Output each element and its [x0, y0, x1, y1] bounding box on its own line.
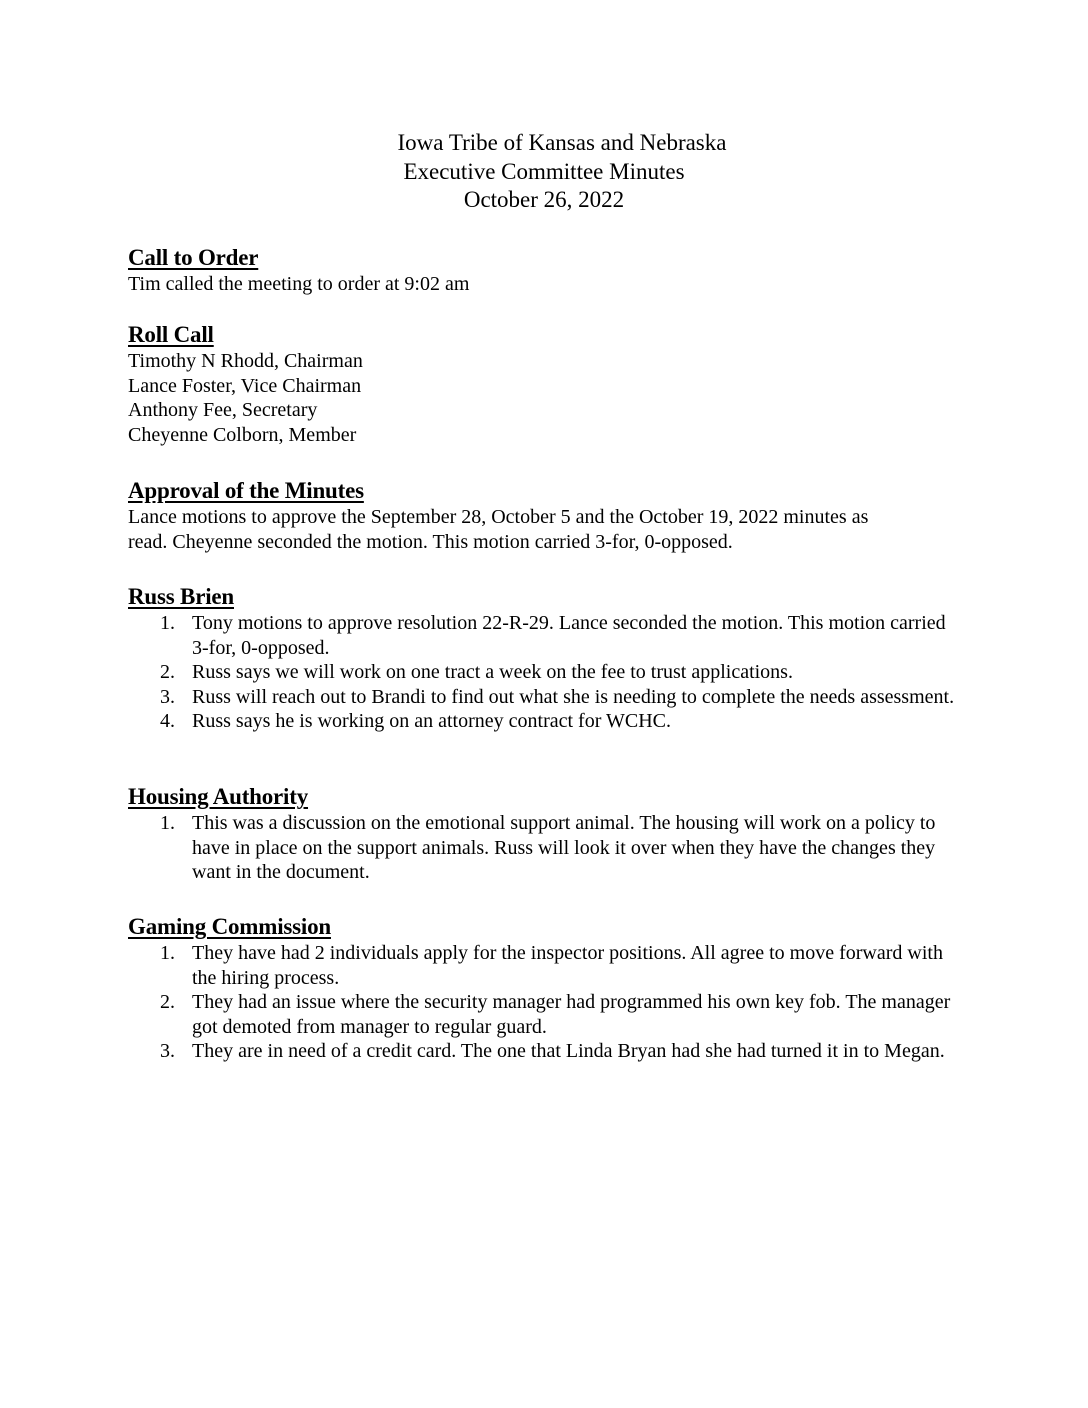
- list-number: 1.: [160, 812, 175, 834]
- roll-call-member: Lance Foster, Vice Chairman: [128, 374, 362, 397]
- section-text-line: read. Cheyenne seconded the motion. This motion carried 3-for, 0-opposed.: [128, 530, 733, 553]
- document-header: [0, 129, 1088, 215]
- list-text: Tony motions to approve resolution 22-R-29. Lance seconded the motion. This motion carried 3-for, 0-opposed.: [192, 612, 946, 659]
- section-call-to-order: [128, 244, 958, 297]
- list-number: 1.: [160, 612, 175, 634]
- roll-call-member: Cheyenne Colborn, Member: [128, 423, 357, 446]
- section-housing-authority: [128, 783, 958, 885]
- section-text-line: Lance motions to approve the September 28, October 5 and the October 19, 2022 minutes as: [128, 506, 869, 528]
- section-heading: Call to Order: [128, 245, 259, 270]
- list-text: Russ says we will work on one tract a week on the fee to trust applications.: [192, 661, 793, 683]
- section-approval-of-minutes: [128, 477, 958, 554]
- roll-call-member: Anthony Fee, Secretary: [128, 399, 318, 421]
- list-item: [128, 990, 958, 1039]
- list-number: 2.: [160, 661, 175, 683]
- section-heading: Russ Brien: [128, 584, 234, 609]
- section-gaming-commission: [128, 913, 958, 1064]
- list-item: [128, 685, 958, 710]
- list-text: They are in need of a credit card. The one that Linda Bryan had she had turned it in to Megan.: [192, 1040, 945, 1062]
- list-item: [128, 811, 958, 885]
- list-number: 3.: [160, 685, 175, 708]
- list-number: 3.: [160, 1040, 175, 1062]
- section-roll-call: [128, 321, 958, 447]
- meeting-date: October 26, 2022: [463, 187, 625, 212]
- list-item: [128, 709, 958, 734]
- list-text: They have had 2 individuals apply for the inspector positions. All agree to move forward with the hiring process.: [192, 942, 943, 989]
- list-text: Russ says he is working on an attorney contract for WCHC.: [192, 710, 671, 732]
- list-number: 1.: [160, 942, 175, 964]
- organization-name: Iowa Tribe of Kansas and Nebraska: [397, 130, 727, 155]
- list-number: 2.: [160, 991, 175, 1013]
- list-number: 4.: [160, 710, 175, 732]
- list-item: [128, 1039, 958, 1064]
- section-heading: Housing Authority: [128, 784, 309, 809]
- section-heading: Roll Call: [128, 322, 214, 347]
- roll-call-member: Timothy N Rhodd, Chairman: [128, 350, 363, 372]
- list-text: This was a discussion on the emotional support animal. The housing will work on a policy to have in place on the support animals. Russ will look it over when they have the changes they want in the document.: [192, 812, 936, 883]
- list-item: [128, 611, 958, 660]
- section-text: Tim called the meeting to order at 9:02 am: [128, 273, 470, 295]
- section-heading: Gaming Commission: [128, 914, 331, 939]
- document-title: Executive Committee Minutes: [403, 158, 685, 184]
- list-item: [128, 660, 958, 685]
- list-text: Russ will reach out to Brandi to find out what she is needing to complete the needs assessment.: [192, 685, 955, 708]
- list-item: [128, 941, 958, 990]
- section-russ-brien: [128, 583, 958, 734]
- list-text: They had an issue where the security manager had programmed his own key fob. The manager got demoted from manager to regular guard.: [192, 991, 951, 1038]
- section-heading: Approval of the Minutes: [128, 478, 364, 503]
